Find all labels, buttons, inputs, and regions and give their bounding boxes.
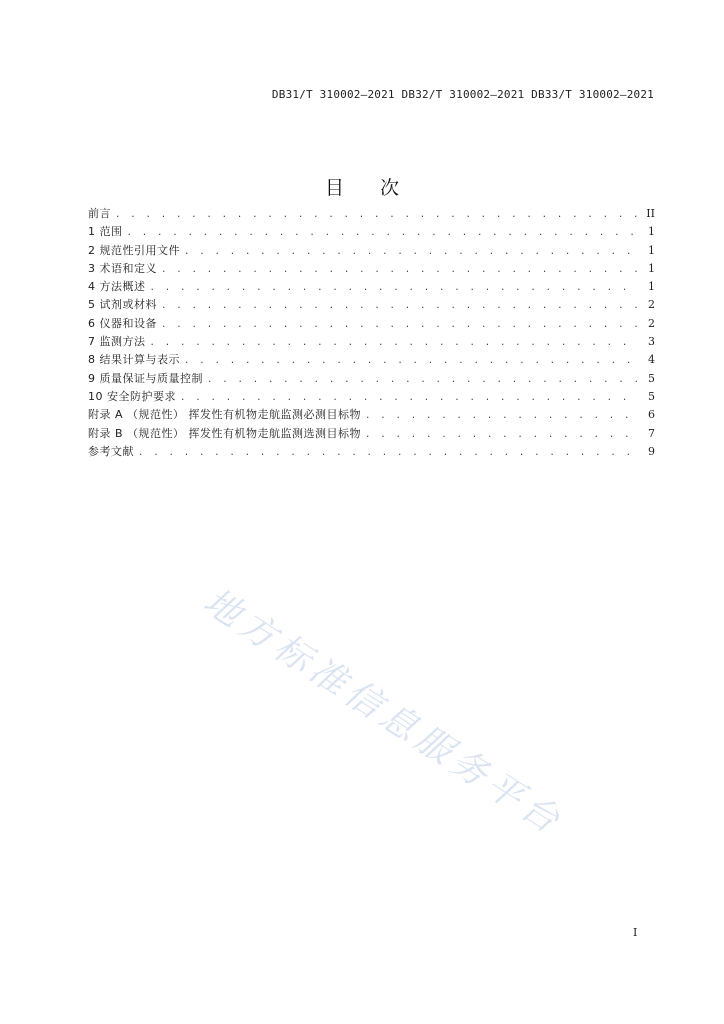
toc-entry[interactable] xyxy=(88,205,655,223)
toc-entry[interactable] xyxy=(88,425,655,443)
toc-entry[interactable] xyxy=(88,315,655,333)
toc-dot-leader xyxy=(161,316,639,334)
toc-dot-leader xyxy=(161,297,639,315)
toc-entry-label: 10 安全防护要求 xyxy=(88,389,176,403)
watermark: 地方标准信息服务平台 xyxy=(196,580,571,845)
toc-entry-label: 3 术语和定义 xyxy=(88,261,157,275)
toc-entry-label: 5 试剂或材料 xyxy=(88,298,157,312)
toc-entry[interactable] xyxy=(88,443,655,461)
toc-dot-leader xyxy=(180,389,639,407)
toc-entry-page: II xyxy=(646,207,655,220)
toc-entry-label: 2 规范性引用文件 xyxy=(88,243,180,257)
toc-entry-page: 2 xyxy=(648,298,655,312)
toc-entry[interactable] xyxy=(88,278,655,296)
toc-entry-label: 7 监测方法 xyxy=(88,335,146,349)
toc-entry-page: 1 xyxy=(648,243,655,257)
toc-entry-page: 1 xyxy=(648,280,655,294)
toc-entry[interactable] xyxy=(88,260,655,278)
toc-dot-leader xyxy=(138,444,639,462)
toc-entry[interactable] xyxy=(88,406,655,424)
toc-entry-label: 9 质量保证与质量控制 xyxy=(88,371,203,385)
toc-dot-leader xyxy=(207,371,639,389)
toc-entry[interactable] xyxy=(88,223,655,241)
toc-entry-page: 6 xyxy=(648,408,655,422)
toc-entry[interactable] xyxy=(88,388,655,406)
toc-entry-page: 2 xyxy=(648,316,655,330)
toc-entry[interactable] xyxy=(88,333,655,351)
toc-entry-label: 1 范围 xyxy=(88,225,123,239)
toc-entry[interactable] xyxy=(88,351,655,369)
toc-entry-page: 9 xyxy=(648,444,655,458)
toc-dot-leader xyxy=(365,426,639,444)
toc-entry-page: 5 xyxy=(648,389,655,403)
toc-title: 目次 xyxy=(324,177,435,199)
toc-entry[interactable] xyxy=(88,370,655,388)
toc-dot-leader xyxy=(184,243,639,261)
toc-dot-leader xyxy=(365,407,639,425)
toc-entry-page: 1 xyxy=(648,261,655,275)
toc-entry-page: 7 xyxy=(648,426,655,440)
toc-entry-label: 前言 xyxy=(88,207,111,220)
toc-entry-page: 5 xyxy=(648,371,655,385)
toc-dot-leader xyxy=(127,224,640,242)
toc-entry-page: 4 xyxy=(648,353,655,367)
page-number: I xyxy=(633,926,638,939)
toc-entry[interactable] xyxy=(88,296,655,314)
toc-entry[interactable] xyxy=(88,242,655,260)
toc-entry-label: 8 结果计算与表示 xyxy=(88,353,180,367)
table-of-contents xyxy=(88,205,655,461)
toc-entry-page: 1 xyxy=(648,225,655,239)
toc-entry-label: 6 仪器和设备 xyxy=(88,316,157,330)
toc-dot-leader xyxy=(161,261,639,279)
toc-dot-leader xyxy=(150,334,640,352)
toc-entry-label: 参考文献 xyxy=(88,444,134,458)
toc-dot-leader xyxy=(150,279,640,297)
toc-dot-leader xyxy=(115,206,639,224)
toc-dot-leader xyxy=(184,352,639,370)
toc-entry-label: 附录 B （规范性） 挥发性有机物走航监测选测目标物 xyxy=(88,426,362,440)
standard-code-header: DB31/T 310002—2021 DB32/T 310002—2021 DB33/T 310002—2021 xyxy=(271,88,654,101)
toc-entry-page: 3 xyxy=(648,335,655,349)
toc-entry-label: 附录 A （规范性） 挥发性有机物走航监测必测目标物 xyxy=(88,408,362,422)
toc-entry-label: 4 方法概述 xyxy=(88,280,146,294)
